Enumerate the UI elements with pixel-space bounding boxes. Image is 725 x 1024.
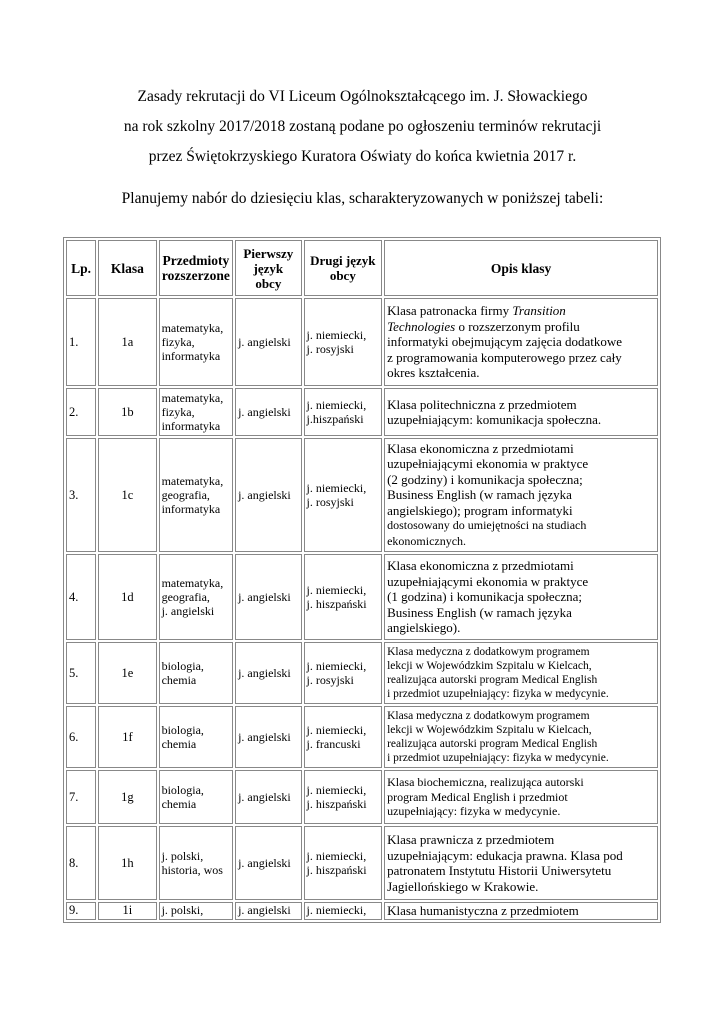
subject: biologia, xyxy=(161,723,204,737)
subject: chemia xyxy=(161,797,197,811)
desc-line: Jagiellońskiego w Krakowie. xyxy=(387,878,539,894)
cell-klasa: 1f xyxy=(98,706,156,768)
cell-opis xyxy=(384,298,658,386)
desc-line: Business English (w ramach języka xyxy=(387,487,572,503)
header-line: język xyxy=(253,260,284,276)
header-przedmioty xyxy=(159,240,234,296)
cell-lp: 8. xyxy=(66,826,96,900)
intro-heading xyxy=(0,82,725,172)
cell-lp: 3. xyxy=(66,438,96,552)
cell-lp: 6. xyxy=(66,706,96,768)
desc-line: okres kształcenia. xyxy=(387,365,480,381)
cell-drugi xyxy=(304,298,383,386)
cell-przedmioty xyxy=(159,706,234,768)
language: j. niemiecki, xyxy=(306,783,367,797)
cell-drugi xyxy=(304,902,383,920)
language: j.hiszpański xyxy=(306,412,364,426)
desc-line: i przedmiot uzupełniający: fizyka w medycynie. xyxy=(387,752,609,764)
desc-line: Klasa medyczna z dodatkowym programem xyxy=(387,710,590,722)
language: j. niemiecki, xyxy=(306,328,367,342)
desc-line: Klasa prawnicza z przedmiotem xyxy=(387,832,555,847)
language: j. niemiecki, xyxy=(306,903,367,917)
header-drugi xyxy=(304,240,383,296)
language: j. francuski xyxy=(306,737,361,751)
desc-line: Klasa medyczna z dodatkowym programem xyxy=(387,646,590,658)
subject: matematyka, xyxy=(161,391,224,405)
cell-pierwszy: j. angielski xyxy=(235,902,301,920)
header-line: Drugi język xyxy=(310,253,376,268)
desc-text: o rozszerzonym profilu xyxy=(455,318,580,334)
cell-lp: 9. xyxy=(66,902,96,920)
language: j. rosyjski xyxy=(306,673,354,687)
desc-line: lekcji w Wojewódzkim Szpitalu w Kielcach, xyxy=(387,660,592,672)
subject: j. polski, xyxy=(161,903,204,917)
table-row xyxy=(66,902,658,920)
cell-pierwszy: j. angielski xyxy=(235,826,301,900)
header-lp: Lp. xyxy=(66,240,96,296)
subject: geografia, xyxy=(161,488,210,502)
table-row xyxy=(66,770,658,824)
desc-line: Business English (w ramach języka xyxy=(387,604,572,620)
cell-pierwszy: j. angielski xyxy=(235,554,301,640)
cell-pierwszy: j. angielski xyxy=(235,388,301,436)
cell-opis xyxy=(384,642,658,704)
desc-line: patronatem Instytutu Historii Uniwersytetu xyxy=(387,863,612,878)
desc-line: dostosowany do umiejętności na studiach xyxy=(387,518,587,533)
cell-opis xyxy=(384,826,658,900)
cell-opis xyxy=(384,706,658,768)
desc-line: z programowania komputerowego przez cały xyxy=(387,349,622,365)
subject: geografia, xyxy=(161,590,210,604)
intro-line: przez Świętokrzyskiego Kuratora Oświaty do końca kwietnia 2017 r. xyxy=(148,148,577,165)
desc-line: Klasa politechniczna z przedmiotem xyxy=(387,396,577,412)
table-row xyxy=(66,826,658,900)
header-line: obcy xyxy=(255,275,282,291)
cell-drugi xyxy=(304,554,383,640)
cell-przedmioty xyxy=(159,770,234,824)
cell-pierwszy: j. angielski xyxy=(235,642,301,704)
cell-opis xyxy=(384,554,658,640)
subject: chemia xyxy=(161,737,197,751)
desc-line: uzupełniającymi ekonomia w praktyce xyxy=(387,573,589,589)
cell-klasa: 1e xyxy=(98,642,156,704)
table-row xyxy=(66,706,658,768)
desc-text: Klasa patronacka firmy xyxy=(387,303,513,319)
cell-drugi xyxy=(304,770,383,824)
cell-drugi xyxy=(304,438,383,552)
language: j. niemiecki, xyxy=(306,481,367,495)
cell-przedmioty xyxy=(159,554,234,640)
subject: chemia xyxy=(161,673,197,687)
subject: j. polski, xyxy=(161,849,204,863)
cell-drugi xyxy=(304,706,383,768)
subject: informatyka xyxy=(161,502,221,516)
subject: fizyka, xyxy=(161,405,195,419)
cell-opis xyxy=(384,902,658,920)
desc-line: ekonomicznych. xyxy=(387,533,467,548)
desc-line: Klasa ekonomiczna z przedmiotami xyxy=(387,558,574,574)
classes-table xyxy=(63,237,661,923)
desc-line: i przedmiot uzupełniający: fizyka w medycynie. xyxy=(387,688,609,700)
desc-line: (2 godziny) i komunikacja społeczna; xyxy=(387,471,583,487)
header-opis: Opis klasy xyxy=(384,240,658,296)
desc-line: informatyki obejmującym zajęcia dodatkowe xyxy=(387,334,623,350)
cell-pierwszy: j. angielski xyxy=(235,706,301,768)
intro-line: Zasady rekrutacji do VI Liceum Ogólnokształcącego im. J. Słowackiego xyxy=(137,88,588,105)
header-klasa: Klasa xyxy=(98,240,156,296)
subject: matematyka, xyxy=(161,321,224,335)
cell-drugi xyxy=(304,388,383,436)
table-row xyxy=(66,642,658,704)
cell-drugi xyxy=(304,642,383,704)
cell-klasa: 1d xyxy=(98,554,156,640)
desc-italic: Transition xyxy=(512,303,566,319)
desc-italic: Technologies xyxy=(387,318,456,334)
desc-line: uzupełniającym: komunikacja społeczna. xyxy=(387,412,602,427)
language: j. niemiecki, xyxy=(306,398,367,412)
cell-opis xyxy=(384,438,658,552)
subject: historia, wos xyxy=(161,863,223,877)
desc-line xyxy=(387,303,655,319)
subject: informatyka xyxy=(161,349,221,363)
cell-opis xyxy=(384,388,658,436)
desc-line: angielskiego). xyxy=(387,620,461,636)
cell-pierwszy: j. angielski xyxy=(235,298,301,386)
desc-line: realizująca autorski program Medical English xyxy=(387,674,598,686)
header-pierwszy xyxy=(235,240,301,296)
cell-drugi xyxy=(304,826,383,900)
cell-lp: 4. xyxy=(66,554,96,640)
subject: biologia, xyxy=(161,659,204,673)
header-line: Przedmioty xyxy=(162,253,230,268)
header-line: rozszerzone xyxy=(161,268,230,283)
desc-line: uzupełniającym: edukacja prawna. Klasa pod xyxy=(387,847,623,863)
desc-line xyxy=(387,319,655,335)
desc-line: uzupełniającymi ekonomia w praktyce xyxy=(387,456,589,472)
cell-klasa: 1a xyxy=(98,298,156,386)
intro-line: na rok szkolny 2017/2018 zostaną podane po ogłoszeniu terminów rekrutacji xyxy=(123,118,602,135)
table-row xyxy=(66,298,658,386)
subject: matematyka, xyxy=(161,576,224,590)
cell-przedmioty xyxy=(159,298,234,386)
cell-pierwszy: j. angielski xyxy=(235,770,301,824)
header-line: obcy xyxy=(329,268,356,283)
desc-line: (1 godzina) i komunikacja społeczna; xyxy=(387,589,583,605)
cell-przedmioty xyxy=(159,642,234,704)
cell-lp: 7. xyxy=(66,770,96,824)
plan-text: Planujemy nabór do dziesięciu klas, scharakteryzowanych w poniższej tabeli: xyxy=(121,190,604,207)
table-row xyxy=(66,388,658,436)
table-header-row xyxy=(66,240,658,296)
subject: fizyka, xyxy=(161,335,195,349)
cell-lp: 5. xyxy=(66,642,96,704)
cell-klasa: 1c xyxy=(98,438,156,552)
cell-pierwszy: j. angielski xyxy=(235,438,301,552)
subject: biologia, xyxy=(161,783,204,797)
language: j. niemiecki, xyxy=(306,583,367,597)
language: j. hiszpański xyxy=(306,863,367,877)
desc-line: realizująca autorski program Medical English xyxy=(387,738,598,750)
subject: matematyka, xyxy=(161,474,224,488)
desc-line: uzupełniający: fizyka w medycynie. xyxy=(387,804,561,819)
header-line: Pierwszy xyxy=(243,245,294,261)
cell-przedmioty xyxy=(159,388,234,436)
cell-klasa: 1b xyxy=(98,388,156,436)
language: j. niemiecki, xyxy=(306,723,367,737)
language: j. niemiecki, xyxy=(306,659,367,673)
language: j. rosyjski xyxy=(306,495,354,509)
table-row xyxy=(66,554,658,640)
cell-przedmioty xyxy=(159,902,234,920)
desc-line: Klasa humanistyczna z przedmiotem xyxy=(387,903,579,918)
cell-przedmioty xyxy=(159,438,234,552)
cell-klasa: 1g xyxy=(98,770,156,824)
language: j. hiszpański xyxy=(306,597,367,611)
subject: informatyka xyxy=(161,419,221,433)
desc-line: Klasa biochemiczna, realizująca autorski xyxy=(387,775,584,790)
desc-line: angielskiego); program informatyki xyxy=(387,502,573,518)
desc-line: program Medical English i przedmiot xyxy=(387,789,568,804)
cell-klasa: 1i xyxy=(98,902,156,920)
desc-line: Klasa ekonomiczna z przedmiotami xyxy=(387,440,574,456)
desc-line: lekcji w Wojewódzkim Szpitalu w Kielcach, xyxy=(387,724,592,736)
language: j. rosyjski xyxy=(306,342,354,356)
cell-opis xyxy=(384,770,658,824)
cell-lp: 1. xyxy=(66,298,96,386)
table-row xyxy=(66,438,658,552)
language: j. niemiecki, xyxy=(306,849,367,863)
cell-przedmioty xyxy=(159,826,234,900)
cell-lp: 2. xyxy=(66,388,96,436)
language: j. hiszpański xyxy=(306,797,367,811)
cell-klasa: 1h xyxy=(98,826,156,900)
subject: j. angielski xyxy=(161,604,215,618)
